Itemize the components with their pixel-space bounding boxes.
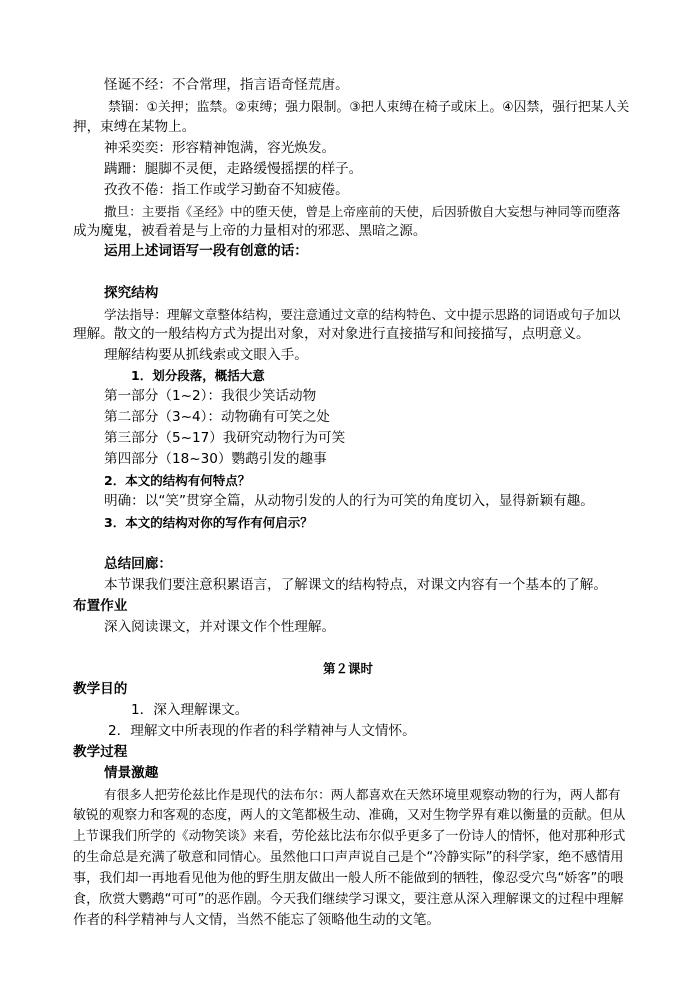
writing-prompt: 运用上述词语写一段有创意的话：: [104, 243, 308, 259]
homework-text: 深入阅读课文，并对课文作个性理解。: [104, 619, 336, 635]
vocab-satan-cont: 成为魔鬼，被看着是与上帝的力量相对的邪恶、黑暗之源。: [73, 223, 427, 239]
vocab-zizi: 孜孜不倦：指工作或学习勤奋不知疲倦。: [104, 182, 349, 198]
vocab-guaidan: 怪诞不经：不合常理，指言语奇怪荒唐。: [104, 77, 349, 93]
intro-line-2: 敏锐的观察力和客观的态度，两人的文笔都极生动、准确，又对生物学界有难以衡量的贡献。但从: [73, 808, 626, 823]
objective-2: 2．理解文中所表现的作者的科学精神与人文情怀。: [108, 723, 416, 739]
vocab-panshan: 蹒跚：腿脚不灵便，走路缓慢摇摆的样子。: [104, 161, 363, 177]
method-guide: 学法指导：理解文章整体结构，要注意通过文章的结构特色、文中提示思路的词语或句子加以: [104, 307, 621, 322]
vocab-jingu-cont: 押，束缚在某物上。: [73, 119, 196, 135]
lesson-title: 第２课时: [322, 661, 373, 676]
intro-line-7: 作者的科学精神与人文情，当然不能忘了领略他生动的文笔。: [73, 912, 441, 928]
part-2: 第二部分（3~4）：动物确有可笑之处: [104, 409, 330, 425]
structure-tip: 理解结构要从抓线索或文眼入手。: [104, 347, 308, 363]
section-heading-homework: 布置作业: [73, 598, 128, 614]
part-3: 第三部分（5~17）我研究动物行为可笑: [104, 430, 346, 446]
intro-line-4: 的生命总是充满了敬意和同情心。虽然他口口声声说自己是个“冷静实际”的科学家，绝不感情用: [73, 850, 624, 865]
section-heading-process: 教学过程: [73, 744, 128, 760]
intro-line-3: 上节课我们所学的《动物笑谈》来看，劳伦兹比法布尔似乎更多了一份诗人的情怀，他对那种形式: [73, 829, 626, 844]
question-3: 3．本文的结构对你的写作有何启示？: [104, 515, 313, 530]
objective-1: 1．深入理解课文。: [131, 702, 249, 718]
vocab-jingu: 禁锢：①关押；监禁。②束缚；强力限制。③把人束缚在椅子或床上。④囚禁，强行把某人关: [108, 100, 630, 115]
intro-line-5: 事，我们却一再地看见他为他的野生朋友做出一般人所不能做到的牺牲，像忍受穴鸟“娇客”的喂: [73, 871, 624, 886]
section-heading-summary: 总结回廊：: [104, 556, 172, 572]
answer-2: 明确：以“笑”贯穿全篇，从动物引发的人的行为可笑的角度切入，显得新颖有趣。: [104, 493, 594, 509]
section-heading-objectives: 教学目的: [73, 681, 128, 697]
part-1: 第一部分（1~2）：我很少笑话动物: [104, 388, 317, 404]
intro-line-6: 食，欣赏大鹦鹉“可可”的恶作剧。今天我们继续学习课文，要注意从深入理解课文的过程中理解: [73, 892, 624, 907]
method-guide-cont: 理解。散文的一般结构方式为提出对象，对对象进行直接描写和间接描写，点明意义。: [73, 326, 590, 342]
section-heading-structure: 探究结构: [104, 285, 159, 301]
question-2: 2．本文的结构有何特点？: [104, 473, 251, 488]
summary-text: 本节课我们要注意积累语言，了解课文的结构特点，对课文内容有一个基本的了解。: [104, 577, 607, 593]
subheading-intro: 情景激趣: [104, 765, 159, 781]
vocab-satan: 撒旦：主要指《圣经》中的堕天使，曾是上帝座前的天使，后因骄傲自大妄想与神同等而堕落: [104, 204, 621, 219]
intro-line-1: 有很多人把劳伦兹比作是现代的法布尔：两人都喜欢在天然环境里观察动物的行为，两人都有: [104, 787, 621, 802]
question-1: 1．划分段落，概括大意: [131, 368, 265, 383]
vocab-shencai: 神采奕奕：形容精神饱满，容光焕发。: [104, 140, 336, 156]
part-4: 第四部分（18~30）鹦鹉引发的趣事: [104, 451, 327, 467]
